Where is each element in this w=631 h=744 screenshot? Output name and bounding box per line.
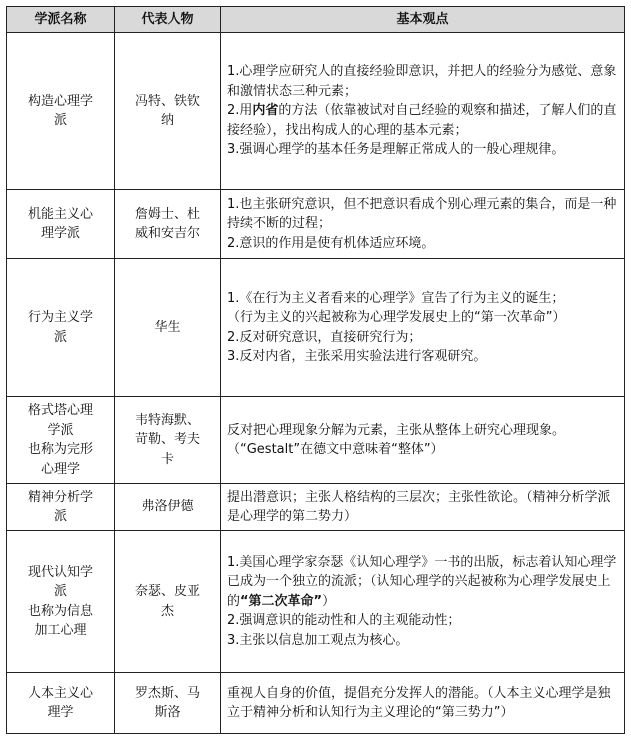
view-paragraph	[227, 234, 620, 254]
view-text: 3.主张以信息加工观点为核心。	[227, 632, 409, 648]
school-name-cell	[7, 190, 115, 259]
view-text: 1.美国心理学家奈瑟《认知心理学》一书的出版，标志着认知心理学已成为一个独立的流派；（认知心理学的兴起被称为心理学发展史上的	[227, 554, 617, 609]
view-paragraph	[227, 328, 620, 348]
view-text: 2.意识的作用是使有机体适应环境。	[227, 235, 435, 251]
representatives-line: 冯特、铁钦	[134, 93, 200, 109]
school-name-line: 派	[53, 509, 67, 524]
basic-views-cell	[221, 673, 625, 734]
representatives-line: 苛勒、考夫	[134, 432, 200, 448]
view-paragraph	[227, 289, 620, 309]
representatives-line: 威和安吉尔	[134, 226, 200, 241]
school-name-cell	[7, 673, 115, 734]
view-paragraph	[227, 684, 620, 723]
view-paragraph	[227, 631, 620, 651]
view-paragraph	[227, 488, 620, 527]
view-text: 提出潜意识；主张人格结构的三层次；主张性欲论。（精神分析学派是心理学的第二势力）	[227, 489, 611, 524]
school-name-line: 心理学	[40, 461, 80, 477]
view-paragraph	[227, 611, 620, 631]
school-name-line: 也称为完形	[27, 442, 93, 457]
basic-views-cell	[221, 484, 625, 531]
school-name-line: 理学派	[40, 226, 80, 241]
school-name-line: 行为主义学	[27, 310, 93, 325]
view-text: 1.也主张研究意识，但不把意识看成个别心理元素的集合，而是一种持续不断的过程；	[227, 196, 617, 232]
basic-views-cell	[221, 259, 625, 397]
representatives-line: 卡	[160, 451, 174, 467]
view-text: 重视人自身的价值，提倡充分发挥人的潜能。（人本主义心理学是独立于精神分析和认知行为主义理论的“第三势力”）	[227, 685, 611, 720]
view-text: 的方法（依靠被试对自己经验的观察和描述，了解人们的直接经验），找出构成人的心理的基本元素；	[227, 103, 617, 138]
table-row	[7, 397, 625, 484]
school-name-cell	[7, 484, 115, 531]
representatives-cell	[115, 190, 221, 259]
table-row	[7, 673, 625, 734]
representatives-cell	[115, 397, 221, 484]
view-text: 2.用	[227, 103, 253, 119]
view-text: 反对把心理现象分解为元素，主张从整体上研究心理现象。（“Gestalt”在德文中意味着“整体”）	[227, 422, 566, 457]
school-name-line: 人本主义心	[27, 685, 93, 701]
representatives-cell	[115, 673, 221, 734]
view-paragraph	[227, 195, 620, 234]
view-paragraph	[227, 347, 620, 367]
school-name-cell	[7, 397, 115, 484]
representatives-line: 奈瑟、皮亚	[134, 584, 200, 599]
psychology-schools-table	[6, 6, 625, 734]
view-text: 2.反对研究意识，直接研究行为；	[227, 329, 422, 345]
representatives-cell	[115, 33, 221, 190]
representatives-line: 斯洛	[154, 705, 181, 720]
basic-views-cell	[221, 531, 625, 673]
header-people: 代表人物	[115, 7, 221, 33]
representatives-line: 华生	[154, 319, 181, 335]
school-name-line: 派	[53, 584, 67, 599]
school-name-line: 格式塔心理	[27, 403, 93, 418]
school-name-cell	[7, 33, 115, 190]
school-name-line: 加工心理	[34, 623, 87, 638]
school-name-line: 精神分析学	[27, 489, 93, 505]
school-name-line: 派	[53, 329, 67, 345]
table-row	[7, 259, 625, 397]
view-paragraph	[227, 140, 620, 160]
view-paragraph	[227, 62, 620, 101]
table-row	[7, 33, 625, 190]
view-text: 1.心理学应研究人的直接经验即意识，并把人的经验分为感觉、意象和激情状态三种元素；	[227, 64, 617, 99]
representatives-line: 弗洛伊德	[141, 499, 194, 515]
school-name-line: 学派	[47, 422, 74, 438]
table-row	[7, 190, 625, 259]
school-name-cell	[7, 531, 115, 673]
view-text: （行为主义的兴起被称为心理学发展史上的“第一次革命”）	[227, 310, 566, 325]
table-row	[7, 531, 625, 673]
view-text: 2.强调意识的能动性和人的主观能动性；	[227, 613, 461, 629]
representatives-line: 詹姆士、杜	[134, 206, 200, 222]
school-name-line: 派	[53, 113, 67, 128]
representatives-line: 纳	[160, 113, 174, 128]
header-views: 基本观点	[221, 7, 625, 33]
basic-views-cell	[221, 190, 625, 259]
representatives-cell	[115, 531, 221, 673]
school-name-line: 机能主义心	[27, 206, 93, 222]
view-paragraph	[227, 101, 620, 140]
header-row	[7, 7, 625, 33]
view-text: 3.反对内省，主张采用实验法进行客观研究。	[227, 349, 487, 364]
school-name-line: 也称为信息	[27, 603, 93, 619]
view-text: 3.强调心理学的基本任务是理解正常成人的一般心理规律。	[227, 142, 565, 158]
view-paragraph	[227, 421, 620, 460]
emphasis-text: “第二次革命”	[240, 593, 323, 609]
view-paragraph	[227, 308, 620, 328]
school-name-line: 构造心理学	[27, 93, 93, 109]
school-name-line: 理学	[47, 705, 74, 720]
representatives-line: 韦特海默、	[134, 412, 200, 428]
header-school: 学派名称	[7, 7, 115, 33]
view-text: ）	[322, 593, 336, 609]
emphasis-text: 内省	[252, 103, 279, 119]
representatives-line: 罗杰斯、马	[134, 685, 200, 701]
school-name-cell	[7, 259, 115, 397]
table-row	[7, 484, 625, 531]
representatives-cell	[115, 259, 221, 397]
representatives-cell	[115, 484, 221, 531]
representatives-line: 杰	[160, 603, 174, 619]
basic-views-cell	[221, 33, 625, 190]
basic-views-cell	[221, 397, 625, 484]
view-paragraph	[227, 553, 620, 612]
view-text: 1.《在行为主义者看来的心理学》宣告了行为主义的诞生；	[227, 290, 565, 306]
school-name-line: 现代认知学	[27, 564, 93, 580]
